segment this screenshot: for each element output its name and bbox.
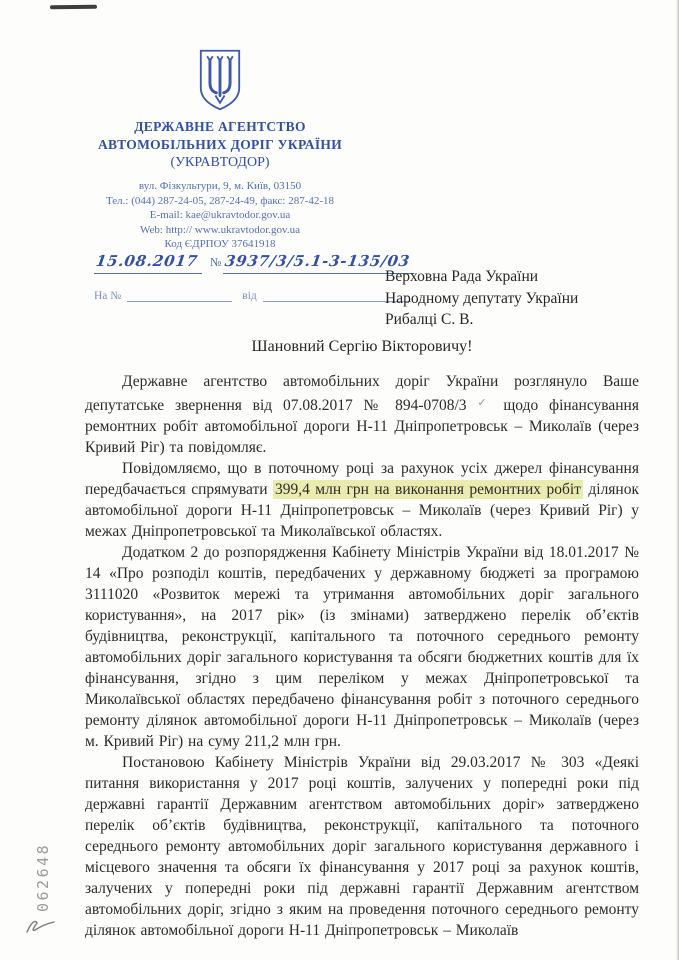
reply-from-label: від: [242, 290, 257, 302]
org-address: вул. Фізкультури, 9, м. Київ, 03150: [138, 180, 302, 192]
recipient-block: [385, 266, 578, 331]
paragraph-1-text-a: Державне агентство автомобільних доріг України розглянуло Ваше депутатське звернення від 07.08.2017 № 894-0708/3: [85, 373, 639, 414]
handwritten-number: 3937/3/5.1-3-135/03: [224, 252, 412, 270]
contact-block: [70, 179, 370, 252]
number-sign: №: [209, 255, 222, 269]
paragraph-2: [85, 458, 639, 542]
outgoing-reference-line: [94, 252, 414, 274]
org-name-line2: АВТОМОБІЛЬНИХ ДОРІГ УКРАЇНИ: [97, 136, 342, 152]
paragraph-1: [85, 371, 639, 458]
paragraph-3: Додатком 2 до розпорядження Кабінету Міністрів України від 18.01.2017 № 14 «Про розподіл коштів, передбачених у державному бюджеті за програмою 3111020 «Розвиток мережі та утримання автомобільних доріг загального користування», на 2017 рік» (із змінами) затверджено перелік об’єктів будівництва, реконструкції, капітального та поточного середнього ремонту автомобільних доріг загального користування та обсяги бюджетних коштів для їх фінансування, згідно з цим переліком у межах Дніпропетровської та Миколаївської областях передбачено фінансування робіт з поточного середнього ремонту ділянок автомобільної дороги Н-11 Дніпропетровськ – Миколаїв (через м. Кривий Ріг) на суму 211,2 млн грн.: [85, 544, 639, 750]
recipient-line1: Верховна Рада України: [385, 268, 539, 285]
highlighted-amount: 399,4 млн грн на виконання ремонтних робіт: [274, 481, 581, 498]
org-phone: Тел.: (044) 287-24-05, 287-24-49, факс: 287-42-18: [105, 194, 335, 207]
reply-to-label: На №: [94, 290, 122, 302]
org-web: Web: http:// www.ukravtodor.gov.ua: [140, 223, 300, 236]
org-edrpou: Код ЄДРПОУ 37641918: [164, 238, 276, 250]
handwritten-date: 15.08.2017: [94, 252, 200, 270]
paragraph-2-text-a: Повідомляємо, що в поточному році за рахунок усіх джерел фінансування передбачається спрямувати: [85, 460, 639, 498]
salutation: Шановний Сергію Вікторовичу!: [251, 338, 473, 355]
letterhead: [70, 48, 370, 252]
org-name-line1: ДЕРЖАВНЕ АГЕНТСТВО: [134, 119, 306, 134]
handwritten-checkmark: ✓: [477, 396, 493, 409]
paragraph-4: Постановою Кабінету Міністрів України від 29.03.2017 № 303 «Деякі питання використання у 2017 році коштів, залучених у попередні роки під державні гарантії Державним агентством автомобільних доріг» затверджено перелік об’єктів будівництва, реконструкції, капітального та поточного середнього ремонту автомобільних доріг загального користування державного і місцевого значення та обсяги їх фінансування у 2017 році за рахунок коштів, залучених у попередні роки під державні гарантії Державним агентством автомобільних доріг, згідно з яким на проведення поточного середнього ремонту ділянок автомобільної дороги Н-11 Дніпропетровськ – Миколаїв: [85, 754, 639, 939]
handwritten-squiggle-mark: [24, 916, 58, 938]
paragraph-1-text-b: щодо фінансування ремонтних робіт автомобільної дороги Н-11 Дніпропетровськ – Миколаїв (через Кривий Ріг) та повідомляє.: [85, 397, 639, 456]
paragraph-2-text-b: ділянок автомобільної дороги Н-11 Дніпропетровськ – Миколаїв (через Кривий Ріг) у межах Дніпропетровської та Миколаївської областях.: [85, 481, 640, 540]
incoming-reference-line: [94, 290, 411, 302]
recipient-line2: Народному депутату України: [385, 289, 579, 307]
registration-stamp-number: 062648: [34, 842, 52, 912]
org-short-name: (УКРАВТОДОР): [170, 155, 270, 170]
org-email: E-mail: kae@ukravtodor.gov.ua: [149, 209, 291, 221]
ukraine-trident-emblem-icon: [197, 48, 243, 112]
letter-body: [85, 371, 639, 941]
scan-artifact-line: [50, 5, 97, 9]
recipient-line3: Рибалці С. В.: [385, 311, 474, 328]
reply-number-blank: [127, 290, 232, 302]
